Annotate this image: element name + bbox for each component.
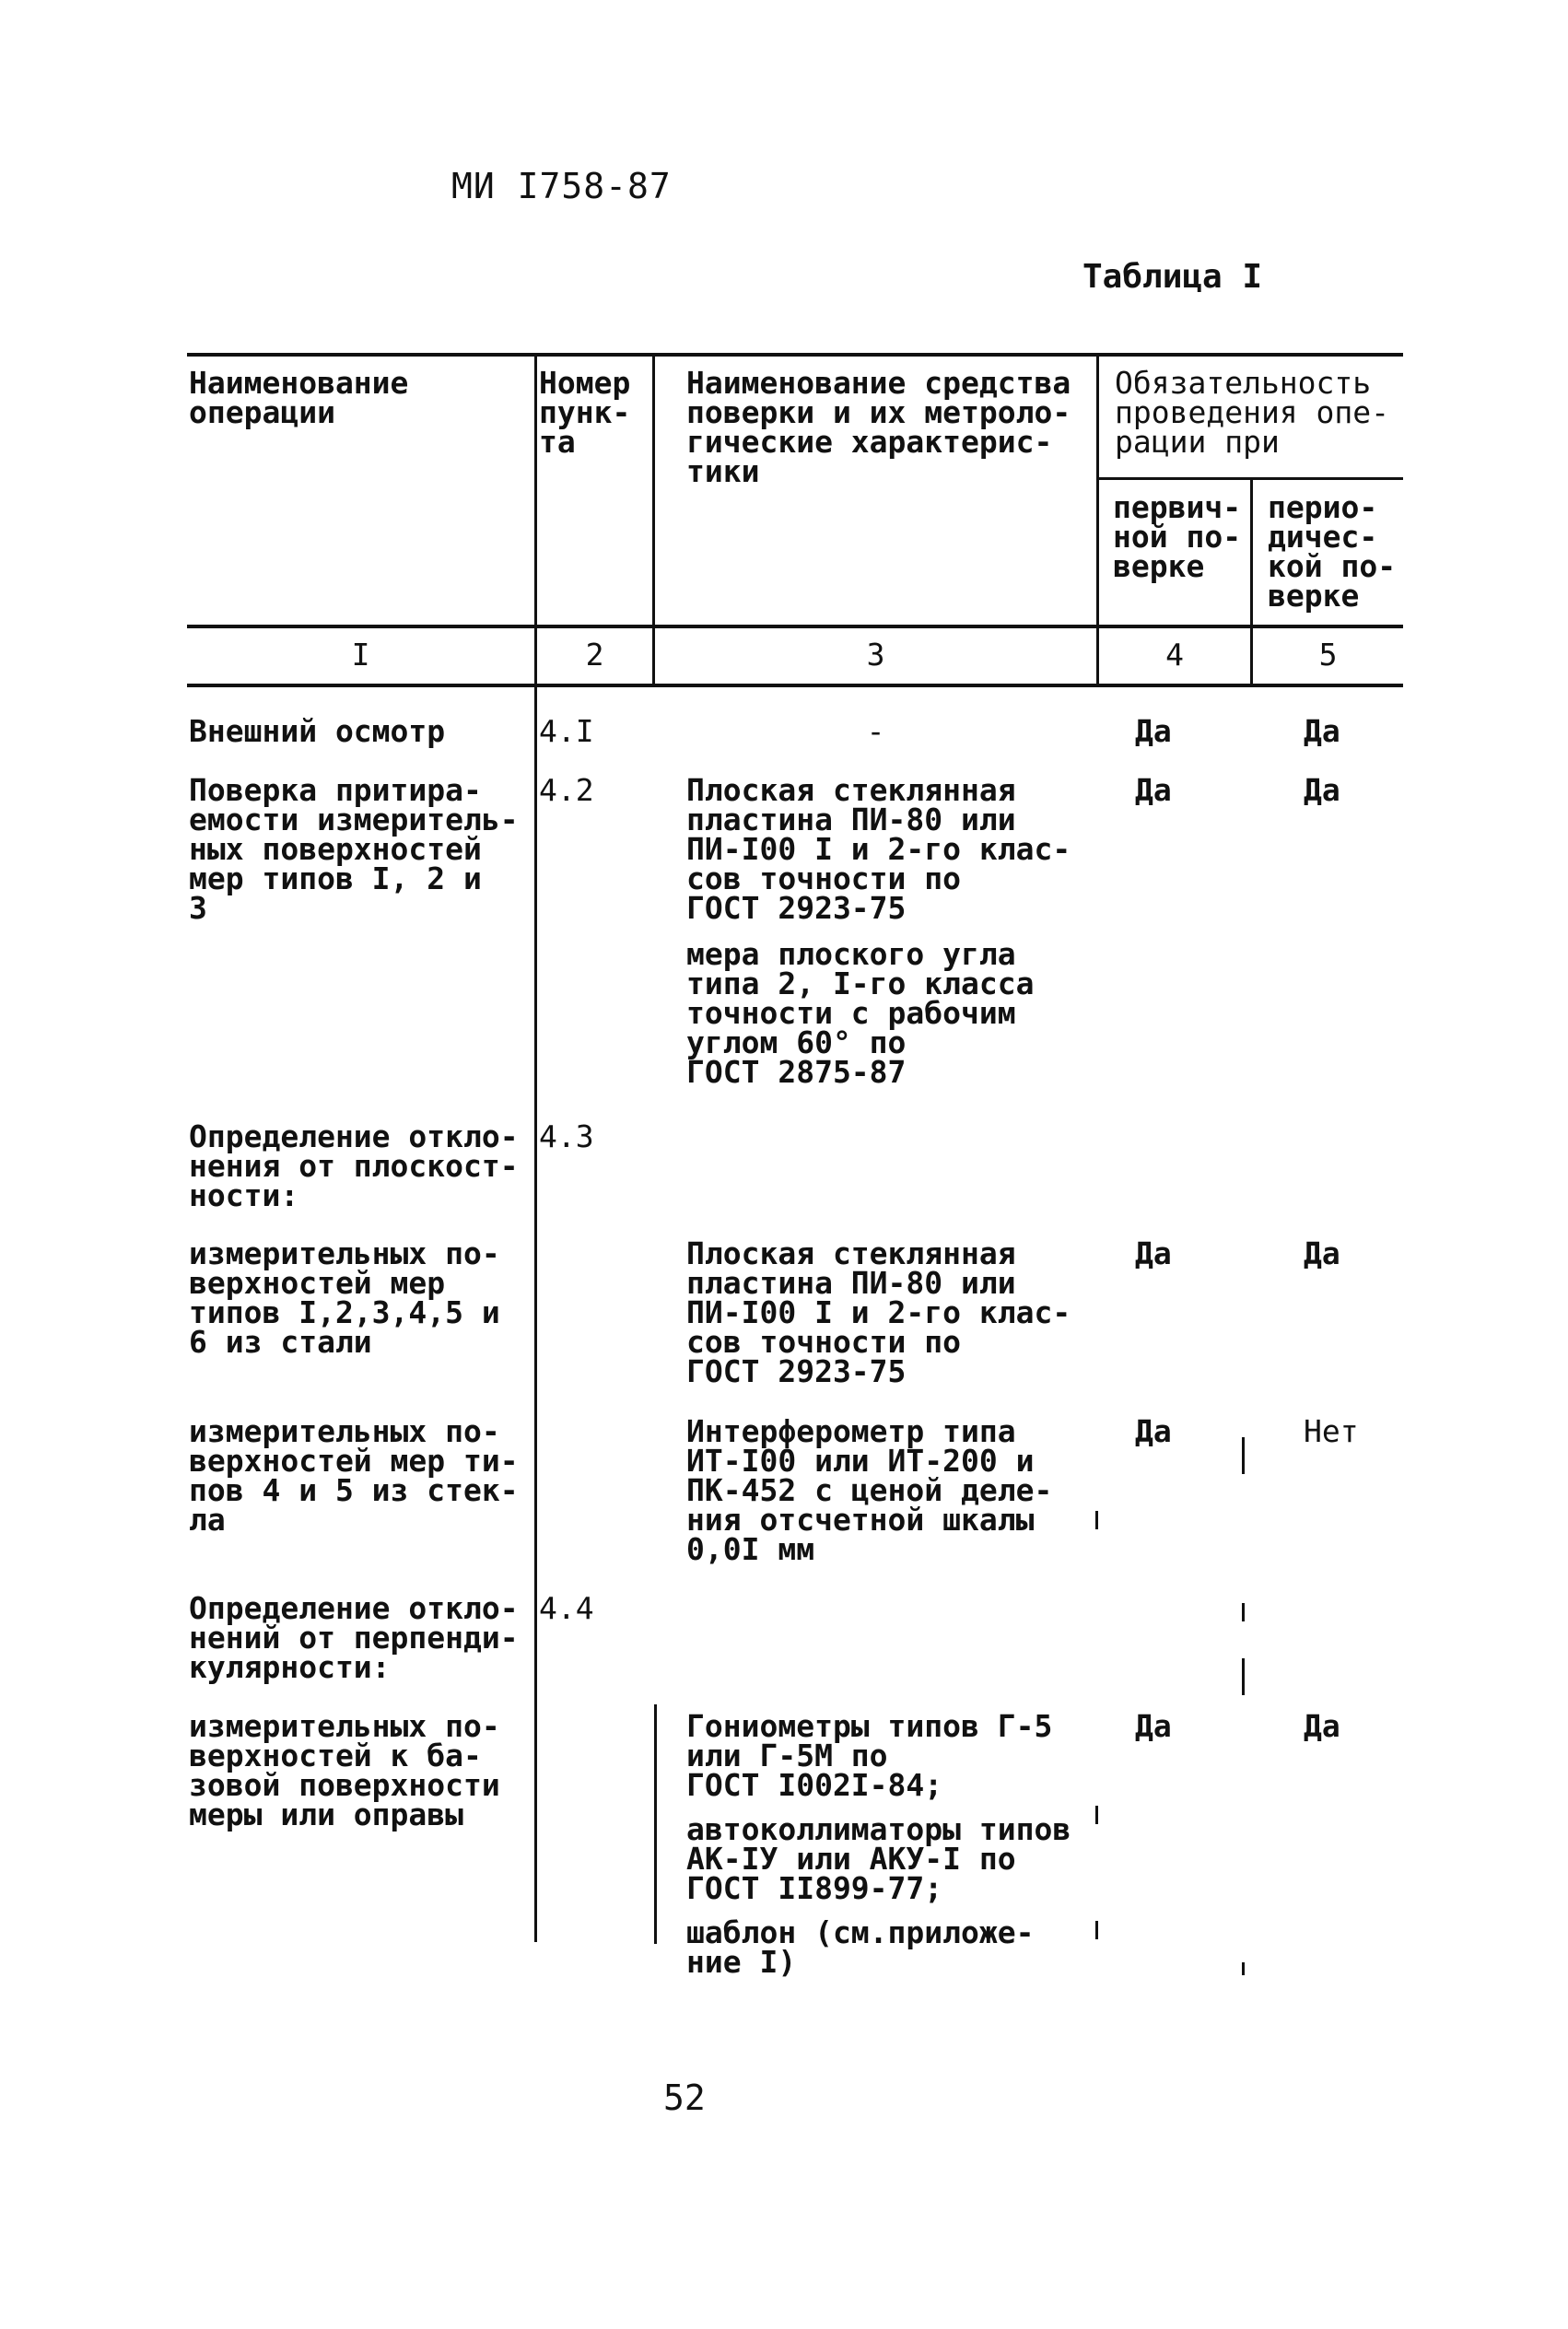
operation-cell: измерительных по- верхностей к ба- зовой поверхности меры или оправы — [189, 1708, 500, 1832]
col-number-5: 5 — [1318, 637, 1338, 673]
item-number-cell: 4.3 — [539, 1118, 594, 1154]
header-operation: Наименование операции — [189, 365, 409, 430]
means-cell: Плоская стеклянная пластина ПИ-80 или ПИ-I00 I и 2-го клас- сов точности по ГОСТ 2923-75 — [686, 1235, 1071, 1389]
header-item-number: Номер пунк- та — [539, 365, 631, 460]
means-cell: Плоская стеклянная пластина ПИ-80 или ПИ-I00 I и 2-го клас- сов точности по ГОСТ 2923-75 — [686, 772, 1071, 926]
col-divider-4-dash — [1242, 1603, 1245, 1621]
means-cell: шаблон (см.приложе- ние I) — [686, 1914, 1035, 1980]
means-cell: Интерферометр типа ИТ-I00 или ИТ-200 и ПК-452 с ценой деле- ния отсчетной шкалы 0,0I мм — [686, 1413, 1053, 1567]
means-cell: мера плоского угла типа 2, I-го класса точности с рабочим углом 60° по ГОСТ 2875-87 — [686, 936, 1035, 1090]
col-divider-1 — [534, 353, 537, 1942]
col-number-1: I — [351, 637, 370, 673]
document-code: МИ I758-87 — [451, 166, 672, 206]
numbers-bottom-rule — [187, 684, 1403, 687]
col-divider-4-dash — [1242, 1658, 1245, 1695]
header-primary: первич- ной по- верке — [1113, 489, 1242, 584]
operation-cell: измерительных по- верхностей мер ти- пов 4 и 5 из стек- ла — [189, 1413, 519, 1538]
periodic-cell: Да — [1304, 1235, 1340, 1271]
header-periodic: перио- дичес- кой по- верке — [1268, 489, 1397, 614]
col-divider-3 — [1096, 353, 1099, 686]
operation-cell: Определение откло- нений от перпенди- кулярности: — [189, 1590, 519, 1685]
col-divider-3-dash — [1095, 1511, 1098, 1529]
primary-cell: Да — [1135, 772, 1172, 808]
primary-cell: Да — [1135, 1413, 1172, 1449]
col-number-3: 3 — [866, 637, 885, 673]
col-divider-3-dash — [1095, 1921, 1098, 1939]
periodic-cell: Да — [1304, 772, 1340, 808]
primary-cell: Да — [1135, 1708, 1172, 1744]
periodic-cell: Да — [1304, 1708, 1340, 1744]
col-divider-2-lower — [654, 1704, 657, 1944]
col-divider-4-dash — [1242, 1962, 1245, 1975]
operation-cell: Поверка притира- емости измеритель- ных поверхностей мер типов I, 2 и 3 — [189, 772, 519, 926]
page-number: 52 — [663, 2077, 706, 2118]
means-cell: - — [866, 713, 885, 749]
col-number-4: 4 — [1165, 637, 1184, 673]
header-means: Наименование средства поверки и их метроло- гические характерис- тики — [686, 365, 1071, 489]
col-divider-2 — [652, 353, 655, 686]
item-number-cell: 4.I — [539, 713, 594, 749]
item-number-cell: 4.2 — [539, 772, 594, 808]
col-number-2: 2 — [585, 637, 604, 673]
periodic-cell: Да — [1304, 713, 1340, 749]
table-top-rule — [187, 353, 1403, 357]
table-label: Таблица I — [1082, 258, 1263, 296]
header-mandatory: Обязательность проведения опе- рации при — [1115, 365, 1390, 460]
col-divider-3-dash — [1095, 1806, 1098, 1824]
item-number-cell: 4.4 — [539, 1590, 594, 1626]
header-bottom-rule — [187, 625, 1403, 628]
primary-cell: Да — [1135, 713, 1172, 749]
operation-cell: измерительных по- верхностей мер типов I,2,3,4,5 и 6 из стали — [189, 1235, 500, 1360]
periodic-cell: Нет — [1304, 1413, 1359, 1449]
operation-cell: Внешний осмотр — [189, 713, 446, 749]
means-cell: Гониометры типов Г-5 или Г-5М по ГОСТ I002I-84; — [686, 1708, 1053, 1803]
operation-cell: Определение откло- нения от плоскост- ности: — [189, 1118, 519, 1213]
means-cell: автоколлиматоры типов АК-IУ или АКУ-I по ГОСТ II899-77; — [686, 1811, 1071, 1906]
primary-cell: Да — [1135, 1235, 1172, 1271]
col-divider-4-dash — [1242, 1437, 1245, 1474]
